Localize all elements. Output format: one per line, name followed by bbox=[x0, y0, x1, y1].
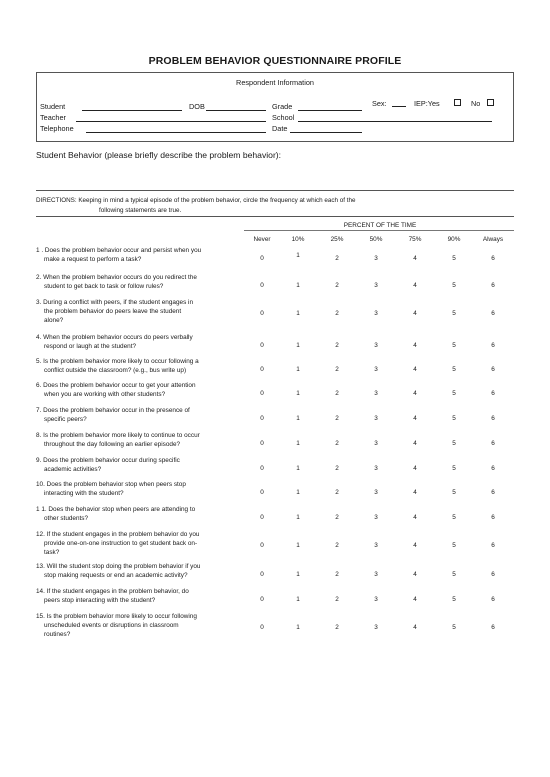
telephone-label: Telephone bbox=[40, 124, 74, 133]
frequency-option[interactable]: 5 bbox=[452, 310, 456, 317]
question-text: 1 1. Does the behavior stop when peers are attending to bbox=[36, 506, 196, 513]
frequency-option[interactable]: 6 bbox=[491, 465, 495, 472]
frequency-option[interactable]: 1 bbox=[296, 415, 300, 422]
school-label: School bbox=[272, 113, 295, 122]
question-13 bbox=[36, 562, 246, 580]
dob-label: DOB bbox=[189, 102, 205, 111]
student-label: Student bbox=[40, 102, 66, 111]
question-text: 6. Does the problem behavior occur to get your attention bbox=[36, 382, 196, 389]
question-9 bbox=[36, 456, 246, 474]
frequency-option[interactable]: 6 bbox=[491, 440, 495, 447]
frequency-option[interactable]: 6 bbox=[491, 342, 495, 349]
question-15 bbox=[36, 612, 246, 639]
frequency-option[interactable]: 2 bbox=[335, 366, 339, 373]
frequency-option[interactable]: 5 bbox=[452, 282, 456, 289]
question-text: 3. During a conflict with peers, if the student engages in bbox=[36, 299, 194, 306]
date-field[interactable] bbox=[290, 132, 362, 133]
frequency-option[interactable]: 1 bbox=[296, 542, 300, 549]
frequency-option[interactable]: 4 bbox=[413, 255, 417, 262]
frequency-option[interactable]: 1 bbox=[296, 342, 300, 349]
frequency-option[interactable]: 0 bbox=[260, 624, 264, 631]
frequency-option[interactable]: 5 bbox=[452, 342, 456, 349]
frequency-option[interactable]: 1 bbox=[296, 514, 300, 521]
question-text: 14. If the student engages in the problem behavior, do bbox=[36, 588, 189, 595]
frequency-option[interactable]: 2 bbox=[335, 596, 339, 603]
frequency-option[interactable]: 6 bbox=[491, 571, 495, 578]
question-text: when you are working with other students? bbox=[44, 391, 166, 398]
frequency-option[interactable]: 3 bbox=[374, 514, 378, 521]
page-title: PROBLEM BEHAVIOR QUESTIONNAIRE PROFILE bbox=[148, 55, 402, 67]
frequency-option[interactable]: 0 bbox=[260, 282, 264, 289]
question-text: the problem behavior do peers leave the student bbox=[44, 308, 182, 315]
frequency-option[interactable]: 4 bbox=[413, 489, 417, 496]
frequency-option[interactable]: 5 bbox=[452, 465, 456, 472]
question-3 bbox=[36, 298, 246, 325]
frequency-option[interactable]: 2 bbox=[335, 282, 339, 289]
column-header: 25% bbox=[330, 236, 344, 243]
question-11 bbox=[36, 505, 246, 523]
frequency-option[interactable]: 6 bbox=[491, 624, 495, 631]
frequency-option[interactable]: 0 bbox=[260, 366, 264, 373]
respondent-info-heading: Respondent Information bbox=[236, 78, 314, 87]
frequency-option[interactable]: 5 bbox=[452, 596, 456, 603]
question-text: make a request to perform a task? bbox=[44, 256, 142, 263]
frequency-option[interactable]: 3 bbox=[374, 366, 378, 373]
question-text: 8. Is the problem behavior more likely to continue to occur bbox=[36, 432, 200, 439]
frequency-option[interactable]: 5 bbox=[452, 514, 456, 521]
frequency-option[interactable]: 3 bbox=[374, 390, 378, 397]
frequency-option[interactable]: 2 bbox=[335, 542, 339, 549]
question-text: 7. Does the problem behavior occur in the presence of bbox=[36, 407, 190, 414]
question-text: 2. When the problem behavior occurs do you redirect the bbox=[36, 274, 197, 281]
frequency-option[interactable]: 2 bbox=[335, 489, 339, 496]
frequency-option[interactable]: 3 bbox=[374, 282, 378, 289]
frequency-option[interactable]: 2 bbox=[335, 624, 339, 631]
iep-no-checkbox[interactable] bbox=[487, 99, 494, 106]
directions-line-1: DIRECTIONS: Keeping in mind a typical episode of the problem behavior, circle the frequency at which each of the bbox=[36, 197, 356, 204]
frequency-option[interactable]: 2 bbox=[335, 310, 339, 317]
iep-yes-label: IEP:Yes bbox=[414, 99, 440, 108]
question-10 bbox=[36, 480, 246, 498]
iep-yes-checkbox[interactable] bbox=[454, 99, 461, 106]
frequency-option[interactable]: 1 bbox=[296, 310, 300, 317]
frequency-option[interactable]: 2 bbox=[335, 390, 339, 397]
frequency-option[interactable]: 5 bbox=[452, 624, 456, 631]
column-header: Always bbox=[482, 236, 504, 243]
directions-line-2: following statements are true. bbox=[99, 206, 182, 214]
frequency-option[interactable]: 4 bbox=[413, 342, 417, 349]
column-header: Never bbox=[253, 236, 271, 243]
frequency-option[interactable]: 6 bbox=[491, 310, 495, 317]
frequency-option[interactable]: 6 bbox=[491, 514, 495, 521]
frequency-option[interactable]: 3 bbox=[374, 489, 378, 496]
column-header: 75% bbox=[408, 236, 422, 243]
frequency-option[interactable]: 0 bbox=[260, 255, 264, 262]
question-7 bbox=[36, 406, 246, 424]
frequency-option[interactable]: 0 bbox=[260, 489, 264, 496]
teacher-field[interactable] bbox=[76, 121, 266, 122]
frequency-option[interactable]: 3 bbox=[374, 596, 378, 603]
question-text: 15. Is the problem behavior more likely to occur following bbox=[36, 613, 197, 620]
frequency-option[interactable]: 5 bbox=[452, 366, 456, 373]
percent-of-time-heading: PERCENT OF THE TIME bbox=[343, 222, 417, 229]
frequency-option[interactable]: 2 bbox=[335, 571, 339, 578]
frequency-option[interactable]: 1 bbox=[296, 465, 300, 472]
question-1 bbox=[36, 246, 246, 264]
frequency-option[interactable]: 5 bbox=[452, 489, 456, 496]
frequency-option[interactable]: 5 bbox=[452, 255, 456, 262]
question-text: 5. Is the problem behavior more likely to occur following a bbox=[36, 358, 199, 365]
frequency-option[interactable]: 2 bbox=[335, 440, 339, 447]
frequency-option[interactable]: 4 bbox=[413, 465, 417, 472]
frequency-option[interactable]: 6 bbox=[491, 415, 495, 422]
frequency-option[interactable]: 4 bbox=[413, 440, 417, 447]
question-text: 10. Does the problem behavior stop when peers stop bbox=[36, 481, 186, 488]
frequency-option[interactable]: 5 bbox=[452, 542, 456, 549]
frequency-option[interactable]: 0 bbox=[260, 542, 264, 549]
frequency-option[interactable]: 6 bbox=[491, 390, 495, 397]
teacher-label: Teacher bbox=[40, 113, 66, 122]
question-8 bbox=[36, 431, 246, 449]
question-14 bbox=[36, 587, 246, 605]
question-text: 9. Does the problem behavior occur during specific bbox=[36, 457, 180, 464]
question-text: interacting with the student? bbox=[44, 490, 124, 497]
school-field[interactable] bbox=[298, 121, 492, 122]
question-text: provide one-on-one instruction to get student back on- bbox=[44, 540, 198, 547]
frequency-option[interactable]: 0 bbox=[260, 440, 264, 447]
telephone-field[interactable] bbox=[86, 132, 266, 133]
frequency-option[interactable]: 4 bbox=[413, 282, 417, 289]
frequency-option[interactable]: 0 bbox=[260, 571, 264, 578]
frequency-option[interactable]: 4 bbox=[413, 571, 417, 578]
frequency-option[interactable]: 6 bbox=[491, 255, 495, 262]
frequency-option[interactable]: 3 bbox=[374, 255, 378, 262]
column-header: 50% bbox=[369, 236, 383, 243]
student-behavior-prompt: Student Behavior (please briefly describe the problem behavior): bbox=[36, 150, 282, 160]
frequency-option[interactable]: 1 bbox=[296, 366, 300, 373]
frequency-option[interactable]: 3 bbox=[374, 310, 378, 317]
frequency-option[interactable]: 3 bbox=[374, 440, 378, 447]
frequency-option[interactable]: 0 bbox=[260, 415, 264, 422]
frequency-option[interactable]: 4 bbox=[413, 542, 417, 549]
frequency-option[interactable]: 2 bbox=[335, 342, 339, 349]
frequency-option[interactable]: 3 bbox=[374, 542, 378, 549]
sex-field[interactable] bbox=[392, 106, 406, 107]
frequency-option[interactable]: 3 bbox=[374, 415, 378, 422]
frequency-option[interactable]: 5 bbox=[452, 440, 456, 447]
frequency-option[interactable]: 3 bbox=[374, 342, 378, 349]
question-text: specific peers? bbox=[44, 416, 87, 423]
date-label: Date bbox=[272, 124, 288, 133]
frequency-option[interactable]: 4 bbox=[413, 624, 417, 631]
grade-field[interactable] bbox=[298, 110, 362, 111]
divider bbox=[36, 216, 514, 217]
frequency-option[interactable]: 3 bbox=[374, 571, 378, 578]
frequency-option[interactable]: 4 bbox=[413, 596, 417, 603]
frequency-option[interactable]: 0 bbox=[260, 390, 264, 397]
question-text: respond or laugh at the student? bbox=[44, 343, 137, 350]
frequency-option[interactable]: 6 bbox=[491, 542, 495, 549]
divider bbox=[36, 190, 514, 191]
grade-label: Grade bbox=[272, 102, 293, 111]
frequency-option[interactable]: 4 bbox=[413, 390, 417, 397]
frequency-option[interactable]: 0 bbox=[260, 465, 264, 472]
frequency-option[interactable]: 6 bbox=[491, 596, 495, 603]
frequency-option[interactable]: 1 bbox=[296, 282, 300, 289]
sex-label: Sex: bbox=[372, 99, 387, 108]
question-text: student to get back to task or follow rules? bbox=[44, 283, 164, 290]
column-header: 90% bbox=[447, 236, 461, 243]
frequency-option[interactable]: 1 bbox=[296, 252, 300, 259]
frequency-option[interactable]: 1 bbox=[296, 489, 300, 496]
frequency-option[interactable]: 4 bbox=[413, 366, 417, 373]
frequency-option[interactable]: 5 bbox=[452, 390, 456, 397]
frequency-option[interactable]: 4 bbox=[413, 310, 417, 317]
question-2 bbox=[36, 273, 246, 291]
question-text: other students? bbox=[44, 515, 89, 522]
column-header: 10% bbox=[291, 236, 305, 243]
frequency-option[interactable]: 5 bbox=[452, 571, 456, 578]
frequency-option[interactable]: 6 bbox=[491, 489, 495, 496]
frequency-option[interactable]: 2 bbox=[335, 514, 339, 521]
frequency-option[interactable]: 6 bbox=[491, 366, 495, 373]
question-12 bbox=[36, 530, 246, 557]
question-text: throughout the day following an earlier episode? bbox=[44, 441, 181, 448]
question-text: peers stop interacting with the student? bbox=[44, 597, 156, 604]
iep-no-label: No bbox=[471, 99, 481, 108]
question-text: conflict outside the classroom? (e.g., bus write up) bbox=[44, 367, 187, 374]
question-text: 12. If the student engages in the problem behavior do you bbox=[36, 531, 200, 538]
frequency-option[interactable]: 0 bbox=[260, 342, 264, 349]
question-6 bbox=[36, 381, 246, 399]
frequency-option[interactable]: 2 bbox=[335, 255, 339, 262]
frequency-option[interactable]: 2 bbox=[335, 465, 339, 472]
question-text: academic activities? bbox=[44, 466, 102, 473]
question-text: 1 . Does the problem behavior occur and persist when you bbox=[36, 247, 202, 254]
question-text: unscheduled events or disruptions in classroom bbox=[44, 622, 179, 629]
student-field[interactable] bbox=[82, 110, 182, 111]
question-5 bbox=[36, 357, 246, 375]
question-4 bbox=[36, 333, 246, 351]
frequency-option[interactable]: 1 bbox=[296, 624, 300, 631]
frequency-option[interactable]: 1 bbox=[296, 596, 300, 603]
frequency-option[interactable]: 0 bbox=[260, 596, 264, 603]
frequency-option[interactable]: 5 bbox=[452, 415, 456, 422]
dob-field[interactable] bbox=[206, 110, 266, 111]
frequency-option[interactable]: 0 bbox=[260, 310, 264, 317]
divider bbox=[244, 230, 514, 231]
frequency-option[interactable]: 4 bbox=[413, 514, 417, 521]
question-text: stop making requests or end an academic activity? bbox=[44, 572, 188, 579]
frequency-option[interactable]: 0 bbox=[260, 514, 264, 521]
frequency-option[interactable]: 2 bbox=[335, 415, 339, 422]
frequency-option[interactable]: 1 bbox=[296, 390, 300, 397]
directions bbox=[36, 196, 456, 215]
frequency-option[interactable]: 3 bbox=[374, 624, 378, 631]
frequency-option[interactable]: 3 bbox=[374, 465, 378, 472]
question-text: task? bbox=[44, 549, 60, 556]
question-text: routines? bbox=[44, 631, 71, 638]
question-text: alone? bbox=[44, 317, 64, 324]
frequency-option[interactable]: 1 bbox=[296, 571, 300, 578]
frequency-option[interactable]: 6 bbox=[491, 282, 495, 289]
question-text: 13. Will the student stop doing the problem behavior if you bbox=[36, 563, 201, 570]
frequency-option[interactable]: 1 bbox=[296, 440, 300, 447]
frequency-option[interactable]: 4 bbox=[413, 415, 417, 422]
question-text: 4. When the problem behavior occurs do peers verbally bbox=[36, 334, 193, 341]
